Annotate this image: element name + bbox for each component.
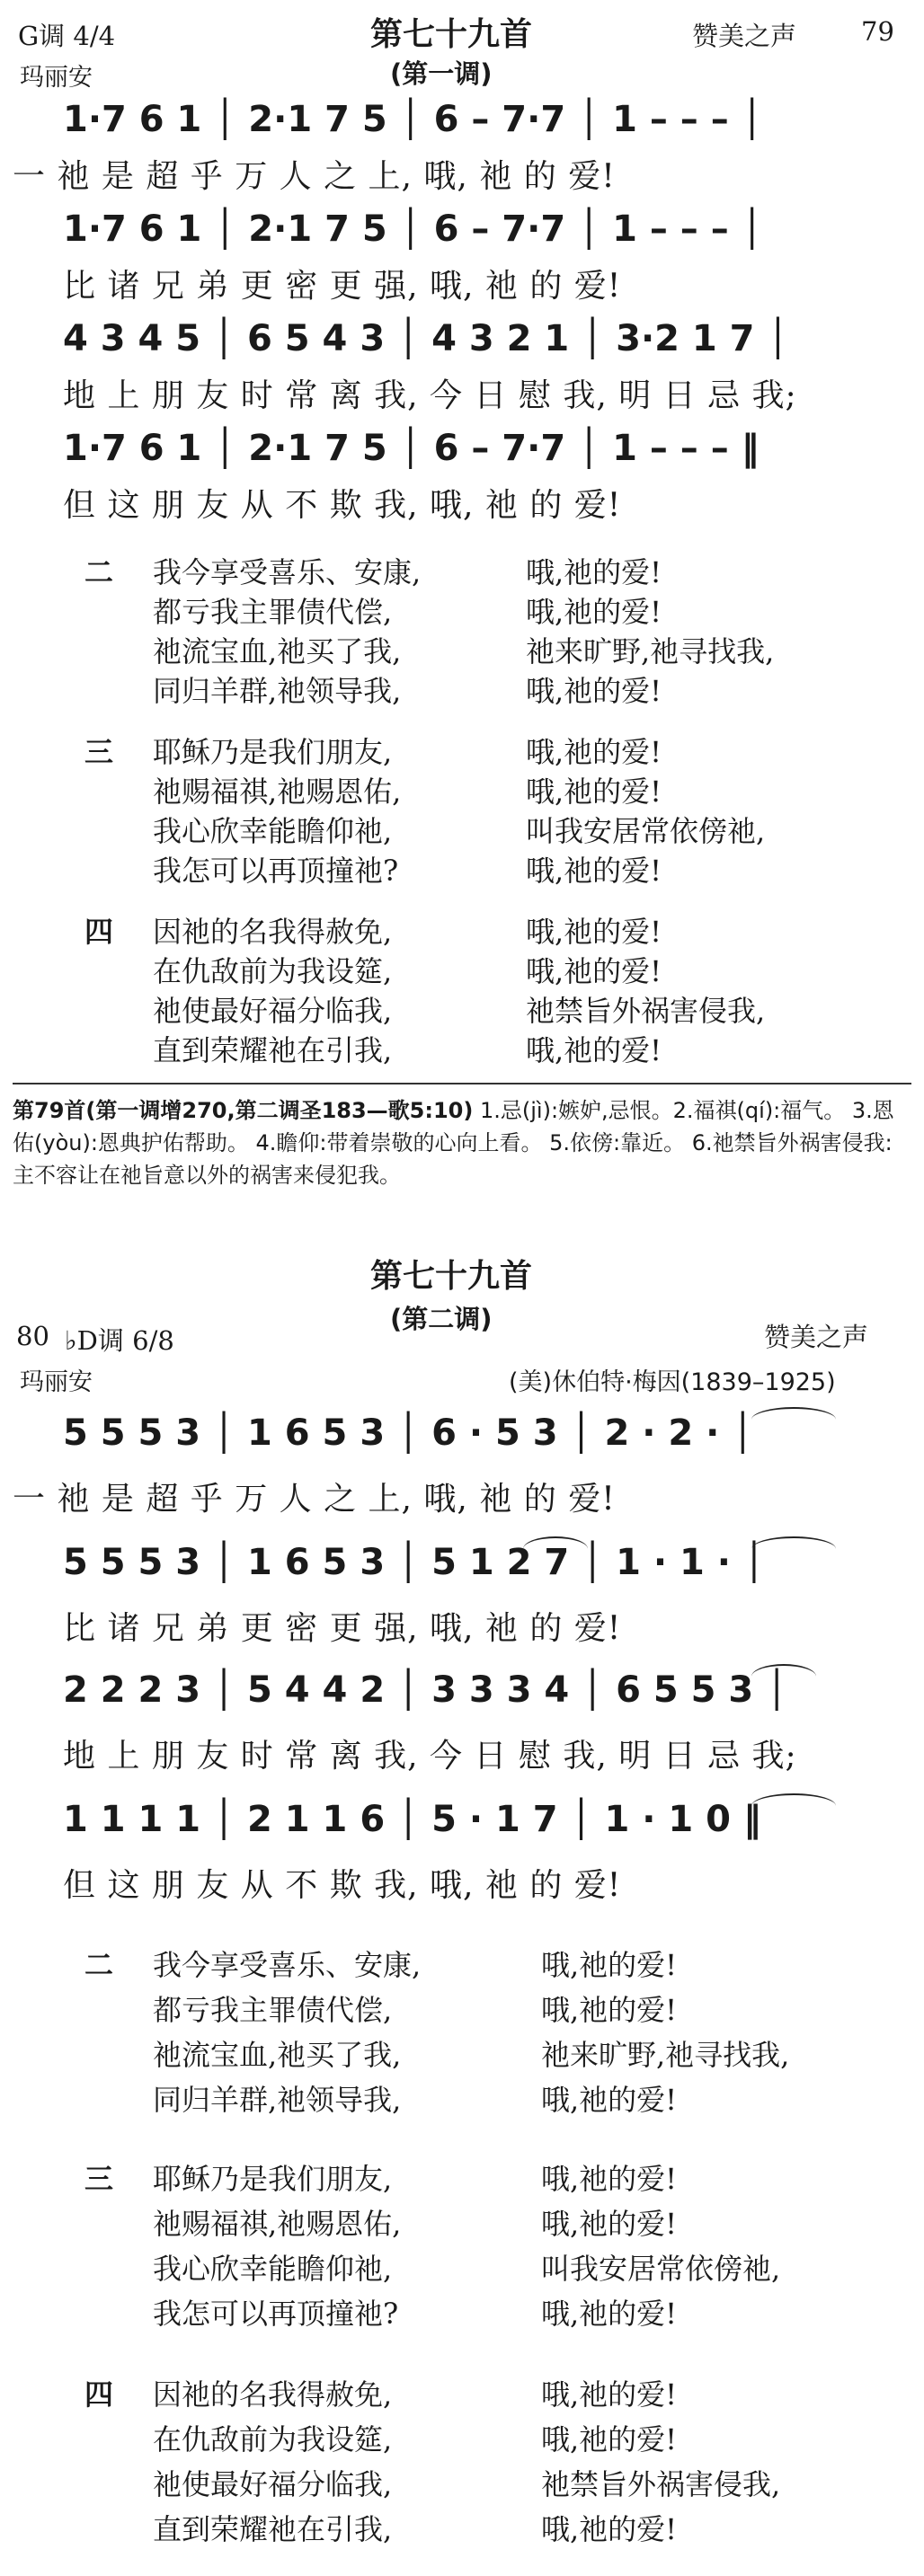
verse-line: 同归羊群,祂领导我,	[153, 2083, 402, 2117]
verse-refrain: 哦,祂的爱!	[526, 1033, 662, 1067]
verse-number: 三	[84, 735, 114, 769]
verse-number: 四	[84, 2377, 114, 2412]
verse-number: 二	[84, 1948, 114, 1982]
verse-refrain: 哦,祂的爱!	[541, 1948, 678, 1982]
verse-refrain: 叫我安居常依傍祂,	[526, 814, 766, 848]
lyric-line: 一 祂 是 超 乎 万 人 之 上, 哦, 祂 的 爱!	[13, 158, 616, 195]
page-number: 79	[861, 16, 894, 47]
footnote	[13, 1094, 902, 1191]
footnote-lead: 第79首(第一调增270,第二调圣183—歌5:10)	[13, 1098, 474, 1123]
slur-mark	[751, 1793, 836, 1806]
verse-line: 直到荣耀祂在引我,	[153, 1033, 393, 1067]
lyric-line: 一 祂 是 超 乎 万 人 之 上, 哦, 祂 的 爱!	[13, 1481, 616, 1518]
verse-line: 祂赐福祺,祂赐恩佑,	[153, 775, 402, 809]
notation-line: 2 2 2 3 │ 5 4 4 2 │ 3 3 3 4 │ 6 5 5 3 │	[63, 1669, 788, 1711]
verse-line: 在仇敌前为我设筵,	[153, 2422, 393, 2456]
verse-line: 我心欣幸能瞻仰祂,	[153, 2252, 393, 2286]
notation-line: 5 5 5 3 │ 1 6 5 3 │ 6 · 5 3 │ 2 · 2 · │	[63, 1412, 754, 1454]
verse-refrain: 哦,祂的爱!	[526, 954, 662, 988]
verse-line: 因祂的名我得赦免,	[153, 2377, 393, 2412]
composer: (美)休伯特·梅因(1839–1925)	[509, 1368, 836, 1396]
verse-refrain: 叫我安居常依傍祂,	[541, 2252, 781, 2286]
verse-line: 祂使最好福分临我,	[153, 2467, 393, 2501]
verse-refrain: 哦,祂的爱!	[526, 595, 662, 629]
lyric-line: 比 诸 兄 弟 更 密 更 强, 哦, 祂 的 爱!	[63, 1610, 622, 1647]
slur-mark	[523, 1536, 588, 1549]
tune-subtitle: (第二调)	[390, 1304, 493, 1334]
notation-line: 1·7 6 1 │ 2·1 7 5 │ 6 – 7·7 │ 1 – – – ‖	[63, 428, 760, 469]
verse-line: 我今享受喜乐、安康,	[153, 555, 422, 589]
verse-line: 我怎可以再顶撞祂?	[153, 854, 399, 888]
lyric-line: 地 上 朋 友 时 常 离 我, 今 日 慰 我, 明 日 忌 我;	[63, 1738, 797, 1775]
lyric-line: 但 这 朋 友 从 不 欺 我, 哦, 祂 的 爱!	[63, 1867, 622, 1904]
verse-refrain: 祂禁旨外祸害侵我,	[526, 994, 766, 1028]
verse-line: 我今享受喜乐、安康,	[153, 1948, 422, 1982]
verse-refrain: 哦,祂的爱!	[541, 1993, 678, 2027]
lyric-line: 比 诸 兄 弟 更 密 更 强, 哦, 祂 的 爱!	[63, 268, 622, 305]
verse-refrain: 哦,祂的爱!	[541, 2297, 678, 2331]
verse-refrain: 哦,祂的爱!	[526, 775, 662, 809]
notation-line: 4 3 4 5 │ 6 5 4 3 │ 4 3 2 1 │ 3·2 1 7 │	[63, 318, 789, 359]
verse-line: 都亏我主罪债代偿,	[153, 1993, 393, 2027]
page-number: 80	[16, 1321, 49, 1351]
hymnal-source: 赞美之声	[692, 21, 797, 51]
notation-line: 1·7 6 1 │ 2·1 7 5 │ 6 – 7·7 │ 1 – – – │	[63, 208, 763, 250]
verse-number: 三	[84, 2162, 114, 2196]
verse-line: 都亏我主罪债代偿,	[153, 595, 393, 629]
verse-refrain: 哦,祂的爱!	[541, 2512, 678, 2546]
verse-refrain: 哦,祂的爱!	[541, 2377, 678, 2412]
verse-line: 同归羊群,祂领导我,	[153, 674, 402, 708]
verse-line: 我心欣幸能瞻仰祂,	[153, 814, 393, 848]
verse-refrain: 哦,祂的爱!	[526, 674, 662, 708]
verse-line: 耶稣乃是我们朋友,	[153, 2162, 393, 2196]
lyricist: 玛丽安	[20, 1368, 93, 1396]
verse-line: 耶稣乃是我们朋友,	[153, 735, 393, 769]
verse-refrain: 哦,祂的爱!	[526, 555, 662, 589]
verse-refrain: 哦,祂的爱!	[526, 735, 662, 769]
tune-subtitle: (第一调)	[390, 58, 493, 89]
verse-line: 祂使最好福分临我,	[153, 994, 393, 1028]
divider	[13, 1083, 911, 1084]
verse-refrain: 祂来旷野,祂寻找我,	[526, 634, 775, 668]
verse-line: 祂流宝血,祂买了我,	[153, 2038, 402, 2072]
key-signature: G调 4/4	[18, 21, 116, 51]
lyric-line: 地 上 朋 友 时 常 离 我, 今 日 慰 我, 明 日 忌 我;	[63, 377, 797, 414]
slur-mark	[751, 1407, 836, 1420]
verse-refrain: 哦,祂的爱!	[526, 854, 662, 888]
notation-line: 1 1 1 1 │ 2 1 1 6 │ 5 · 1 7 │ 1 · 1 0 ‖	[63, 1799, 761, 1840]
notation-line: 1·7 6 1 │ 2·1 7 5 │ 6 – 7·7 │ 1 – – – │	[63, 99, 763, 140]
hymnal-source: 赞美之声	[764, 1322, 869, 1352]
verse-line: 我怎可以再顶撞祂?	[153, 2297, 399, 2331]
verse-refrain: 哦,祂的爱!	[541, 2162, 678, 2196]
verse-line: 祂流宝血,祂买了我,	[153, 634, 402, 668]
verse-number: 四	[84, 915, 114, 949]
verse-refrain: 哦,祂的爱!	[541, 2207, 678, 2241]
verse-line: 祂赐福祺,祂赐恩佑,	[153, 2207, 402, 2241]
slur-mark	[751, 1664, 816, 1677]
verse-line: 直到荣耀祂在引我,	[153, 2512, 393, 2546]
verse-line: 因祂的名我得赦免,	[153, 915, 393, 949]
notation-line: 5 5 5 3 │ 1 6 5 3 │ 5 1 2 7 │ 1 · 1 · │	[63, 1542, 765, 1583]
verse-refrain: 祂禁旨外祸害侵我,	[541, 2467, 781, 2501]
verse-refrain: 哦,祂的爱!	[541, 2422, 678, 2456]
hymn-title: 第七十九首	[370, 16, 533, 53]
slur-mark	[751, 1536, 836, 1549]
verse-refrain: 哦,祂的爱!	[526, 915, 662, 949]
verse-refrain: 祂来旷野,祂寻找我,	[541, 2038, 790, 2072]
verse-line: 在仇敌前为我设筵,	[153, 954, 393, 988]
footnote-body: 1.忌(jì):嫉妒,忌恨。2.福祺(qí):福气。 3.恩佑(yòu):恩典护佑帮助。 4.瞻仰:带着崇敬的心向上看。 5.依傍:靠近。 6.祂禁旨外祸害侵我:主不容让在祂旨意以外的祸害来侵犯我。	[13, 1098, 894, 1188]
lyric-line: 但 这 朋 友 从 不 欺 我, 哦, 祂 的 爱!	[63, 487, 622, 524]
verse-refrain: 哦,祂的爱!	[541, 2083, 678, 2117]
lyricist: 玛丽安	[20, 64, 93, 92]
key-signature: ♭D调 6/8	[65, 1325, 174, 1356]
hymn-title: 第七十九首	[370, 1258, 533, 1295]
verse-number: 二	[84, 555, 114, 589]
